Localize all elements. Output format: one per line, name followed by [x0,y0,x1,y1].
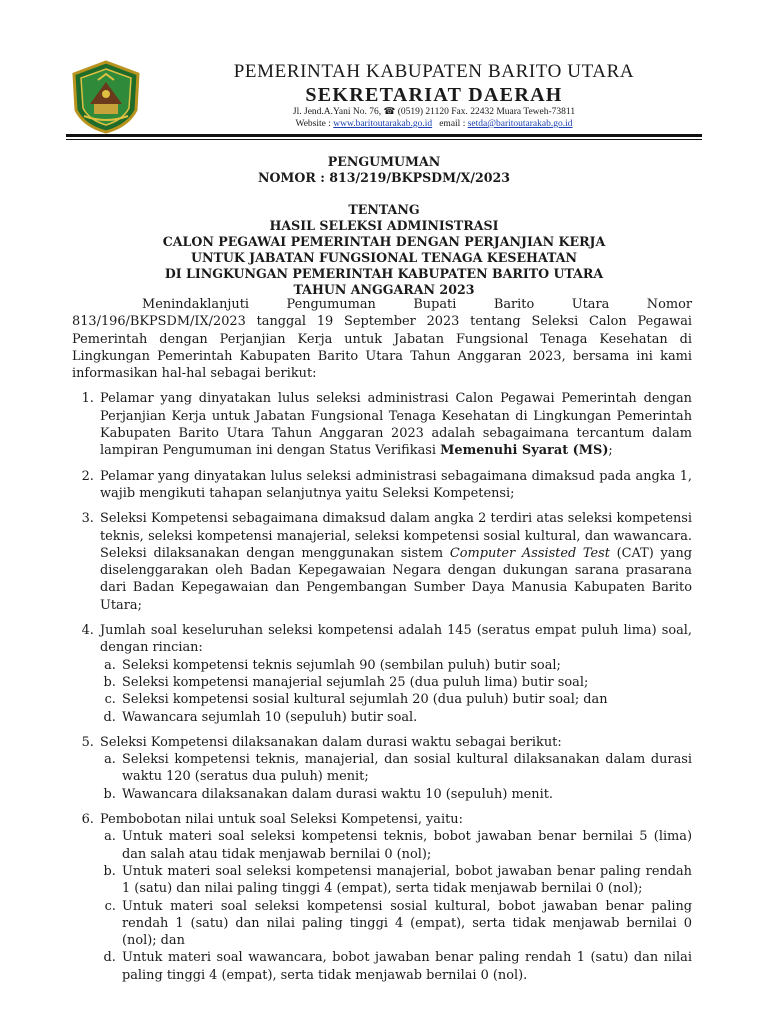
sub-list-item: c. Untuk materi soal seleksi kompetensi sosial kultural, bobot jawaban benar paling rendah 1 (satu) dan nilai paling tinggi 4 (empat), serta tidak menjawab bernilai 0 (nol); dan [120,898,692,950]
announcement-number: NOMOR : 813/219/BKPSDM/X/2023 [257,170,511,185]
item-text: Pembobotan nilai untuk soal Seleksi Kompetensi, yaitu: [100,812,463,828]
announcement-body [72,296,692,992]
office-name: SEKRETARIAT DAERAH [305,84,563,106]
item-text: Pelamar yang dinyatakan lulus seleksi administrasi sebagaimana dimaksud pada angka 1, wajib mengikuti tahapan selanjutnya yaitu Seleksi Kompetensi; [100,468,692,501]
list-item [98,510,692,614]
website-label: Website : [295,119,331,129]
sub-list-item: b. Wawancara dilaksanakan dalam durasi waktu 10 (sepuluh) menit. [120,786,692,803]
letterhead-divider-thin [66,139,702,140]
item-text: Seleksi Kompetensi dilaksanakan dalam durasi waktu sebagai berikut: [100,734,562,750]
subject-line: HASIL SELEKSI ADMINISTRASI [269,218,499,233]
sub-list-item: b. Untuk materi soal seleksi kompetensi manajerial, bobot jawaban benar paling rendah 1 (satu) dan nilai paling tinggi 4 (empat), serta tidak menjawab bernilai 0 (nol); [120,863,692,898]
list-item [98,622,692,726]
email-link[interactable]: setda@baritoutarakab.go.id [467,119,573,129]
regency-emblem-icon [68,60,144,134]
list-item [98,390,692,459]
sub-list-item: a. Seleksi kompetensi teknis, manajerial, dan sosial kultural dilaksanakan dalam durasi waktu 120 (seratus dua puluh) menit; [120,751,692,786]
office-address: Jl. Jend.A.Yani No. 76, ☎ (0519) 21120 Fax. 22432 Muara Teweh-73811 [292,107,576,117]
sub-list-item: b. Seleksi kompetensi manajerial sejumlah 25 (dua puluh lima) butir soal; [120,674,692,691]
letterhead [66,54,702,138]
email-label: email : [439,119,466,129]
sub-list [100,657,692,726]
contact-line [184,118,684,130]
item-text: ; [608,443,613,459]
subject-line: CALON PEGAWAI PEMERINTAH DENGAN PERJANJIAN KERJA [162,234,606,249]
announcement-type: PENGUMUMAN [327,154,441,169]
item-text: (CAT) yang diselenggarakan oleh Badan Kepegawaian Negara dengan dukungan sarana prasarana dari Badan Kepegawaian dan Pengembangan Sumber Daya Manusia Kabupaten Barito Utara; [100,545,692,613]
letterhead-divider-thick [66,134,702,137]
sub-list-item: a. Seleksi kompetensi teknis sejumlah 90 (sembilan puluh) butir soal; [120,657,692,674]
announcement-items [72,390,692,984]
letterhead-text [184,60,684,130]
sub-list-item: c. Seleksi kompetensi sosial kultural sejumlah 20 (dua puluh) butir soal; dan [120,691,692,708]
item-text: Jumlah soal keseluruhan seleksi kompetensi adalah 145 (seratus empat puluh lima) soal, dengan rincian: [100,623,692,656]
subject-line: DI LINGKUNGAN PEMERINTAH KABUPATEN BARITO UTARA [164,266,604,281]
intro-paragraph: Menindaklanjuti Pengumuman Bupati Barito Utara Nomor 813/196/BKPSDM/IX/2023 tanggal 19 September 2023 tentang Seleksi Calon Pegawai Pemerintah dengan Perjanjian Kerja untuk Jabatan Fungsional Tenaga Kesehatan di Lingkungan Pemerintah Kabupaten Barito Utara Tahun Anggaran 2023, bersama ini kami informasikan hal-hal sebagai berikut: [72,297,692,382]
sub-list-item: d. Wawancara sejumlah 10 (sepuluh) butir soal. [120,709,692,726]
government-name: PEMERINTAH KABUPATEN BARITO UTARA [233,61,635,82]
subject-line: UNTUK JABATAN FUNGSIONAL TENAGA KESEHATAN [190,250,577,265]
list-item [98,811,692,984]
item-emphasis: Memenuhi Syarat (MS) [440,443,609,459]
announcement-subject [60,202,708,298]
item-emphasis: Computer Assisted Test [449,545,610,561]
website-link[interactable]: www.baritoutarakab.go.id [333,119,433,129]
subject-line: TAHUN ANGGARAN 2023 [293,282,475,297]
list-item [98,734,692,803]
sub-list [100,751,692,803]
item-text: Pelamar yang dinyatakan lulus seleksi administrasi Calon Pegawai Pemerintah dengan Perjanjian Kerja untuk Jabatan Fungsional Tenaga Kesehatan di Lingkungan Pemerintah Kabupaten Barito Utara Tahun Anggaran 2023 adalah sebagaimana tercantum dalam lampiran Pengumuman ini dengan Status Verifikasi [100,391,692,459]
sub-list-item: d. Untuk materi soal wawancara, bobot jawaban benar paling rendah 1 (satu) dan nilai paling tinggi 4 (empat), serta tidak menjawab bernilai 0 (nol). [120,949,692,984]
subject-about: TENTANG [348,202,420,217]
sub-list [100,828,692,984]
item-text: Seleksi Kompetensi sebagaimana dimaksud dalam angka 2 terdiri atas seleksi kompetensi teknis, seleksi kompetensi manajerial, seleksi kompetensi sosial kultural, dan wawancara. Seleksi dilaksanakan dengan menggunakan sistem [100,511,692,561]
list-item [98,468,692,503]
sub-list-item: a. Untuk materi soal seleksi kompetensi teknis, bobot jawaban benar bernilai 5 (lima) dan salah atau tidak menjawab bernilai 0 (nol); [120,828,692,863]
announcement-heading [60,154,708,186]
